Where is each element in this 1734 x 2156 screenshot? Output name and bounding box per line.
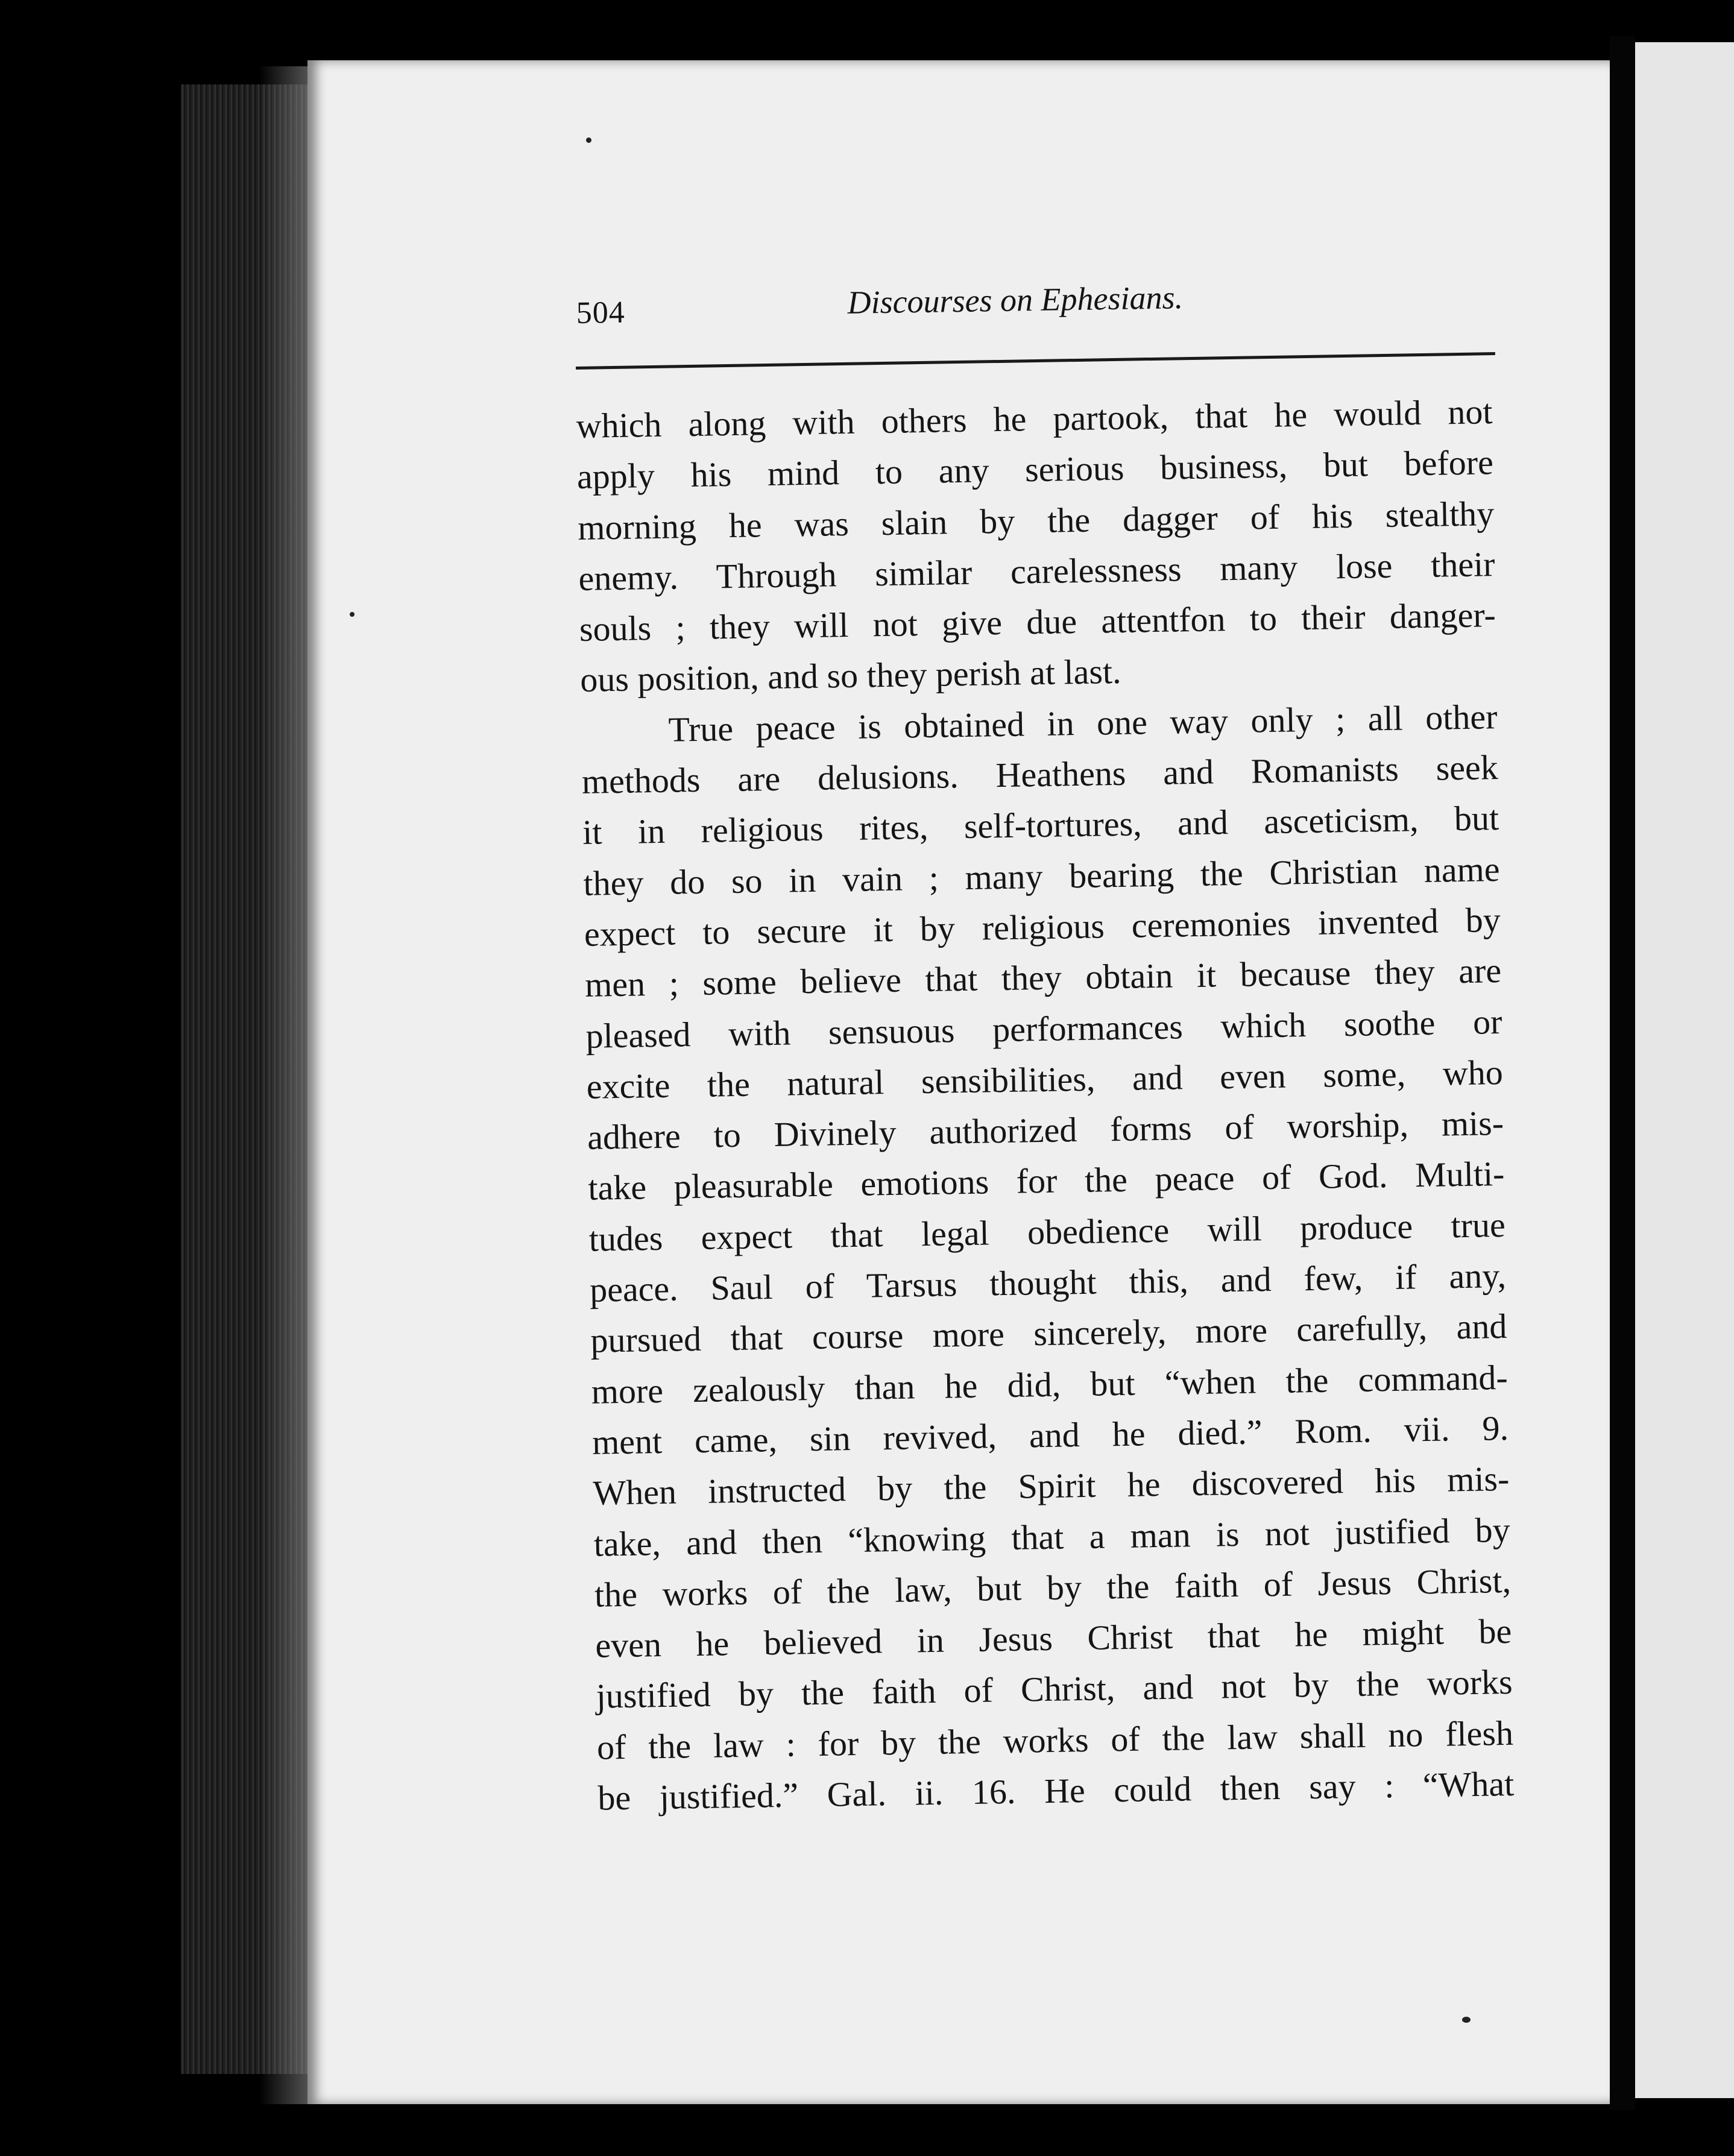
text-line: adhere to Divinely authorized forms of worship, mis- bbox=[587, 1103, 1504, 1158]
text-line: expect to secure it by religious ceremonies invented by bbox=[584, 900, 1501, 954]
text-line: of the law : for by the works of the law shall no flesh bbox=[596, 1713, 1514, 1767]
text-line: tudes expect that legal obedience will produce true bbox=[588, 1205, 1506, 1259]
page-gap bbox=[1610, 36, 1635, 2110]
text-line: justified by the faith of Christ, and not by the works bbox=[596, 1662, 1513, 1716]
text-line: even he believed in Jesus Christ that he might be bbox=[594, 1611, 1512, 1665]
text-line: souls ; they will not give due attentfon to their danger- bbox=[579, 595, 1496, 649]
text-line: be justified.” Gal. ii. 16. He could then say : “What bbox=[597, 1764, 1515, 1818]
text-line: excite the natural sensibilities, and even some, who bbox=[586, 1052, 1504, 1106]
text-line: the works of the law, but by the faith of Jesus Christ, bbox=[594, 1560, 1512, 1615]
text-line: pursued that course more sincerely, more carefully, and bbox=[590, 1307, 1507, 1361]
facing-page-edge bbox=[1635, 42, 1734, 2098]
text-line: it in religious rites, self-tortures, and asceticism, but bbox=[582, 798, 1499, 853]
text-line: take pleasurable emotions for the peace of God. Multi- bbox=[588, 1154, 1505, 1208]
text-line: peace. Saul of Tarsus thought this, and few, if any, bbox=[589, 1255, 1507, 1310]
text-line: more zealously than he did, but “when the command- bbox=[591, 1357, 1509, 1411]
text-line: methods are delusions. Heathens and Romanists seek bbox=[581, 748, 1499, 801]
text-line: ment came, sin revived, and he died.” Rom. vii. 9. bbox=[591, 1408, 1509, 1462]
running-title: Discourses on Ephesians. bbox=[847, 279, 1184, 321]
text-line: which along with others he partook, that he would not bbox=[576, 392, 1493, 446]
text-line: take, and then “knowing that a man is not justified by bbox=[593, 1510, 1511, 1564]
page-number: 504 bbox=[576, 295, 626, 330]
body-text bbox=[576, 386, 1539, 1824]
text-line: morning he was slain by the dagger of his stealthy bbox=[577, 493, 1495, 547]
text-line: pleased with sensuous performances which soothe or bbox=[585, 1001, 1502, 1056]
text-line: enemy. Through similar carelessness many lose their bbox=[578, 544, 1495, 598]
text-line: men ; some believe that they obtain it because they are bbox=[584, 951, 1502, 1005]
scan-speck bbox=[1462, 2017, 1471, 2023]
text-line: ous position, and so they perish at last. bbox=[579, 652, 1121, 700]
text-line: apply his mind to any serious business, but before bbox=[576, 443, 1494, 497]
text-line: they do so in vain ; many bearing the Christian name bbox=[583, 849, 1500, 903]
scan-speck bbox=[350, 612, 355, 617]
text-line: True peace is obtained in one way only ; all other bbox=[668, 696, 1498, 749]
scan-speck bbox=[586, 137, 591, 143]
text-line: When instructed by the Spirit he discovered his mis- bbox=[592, 1459, 1510, 1513]
